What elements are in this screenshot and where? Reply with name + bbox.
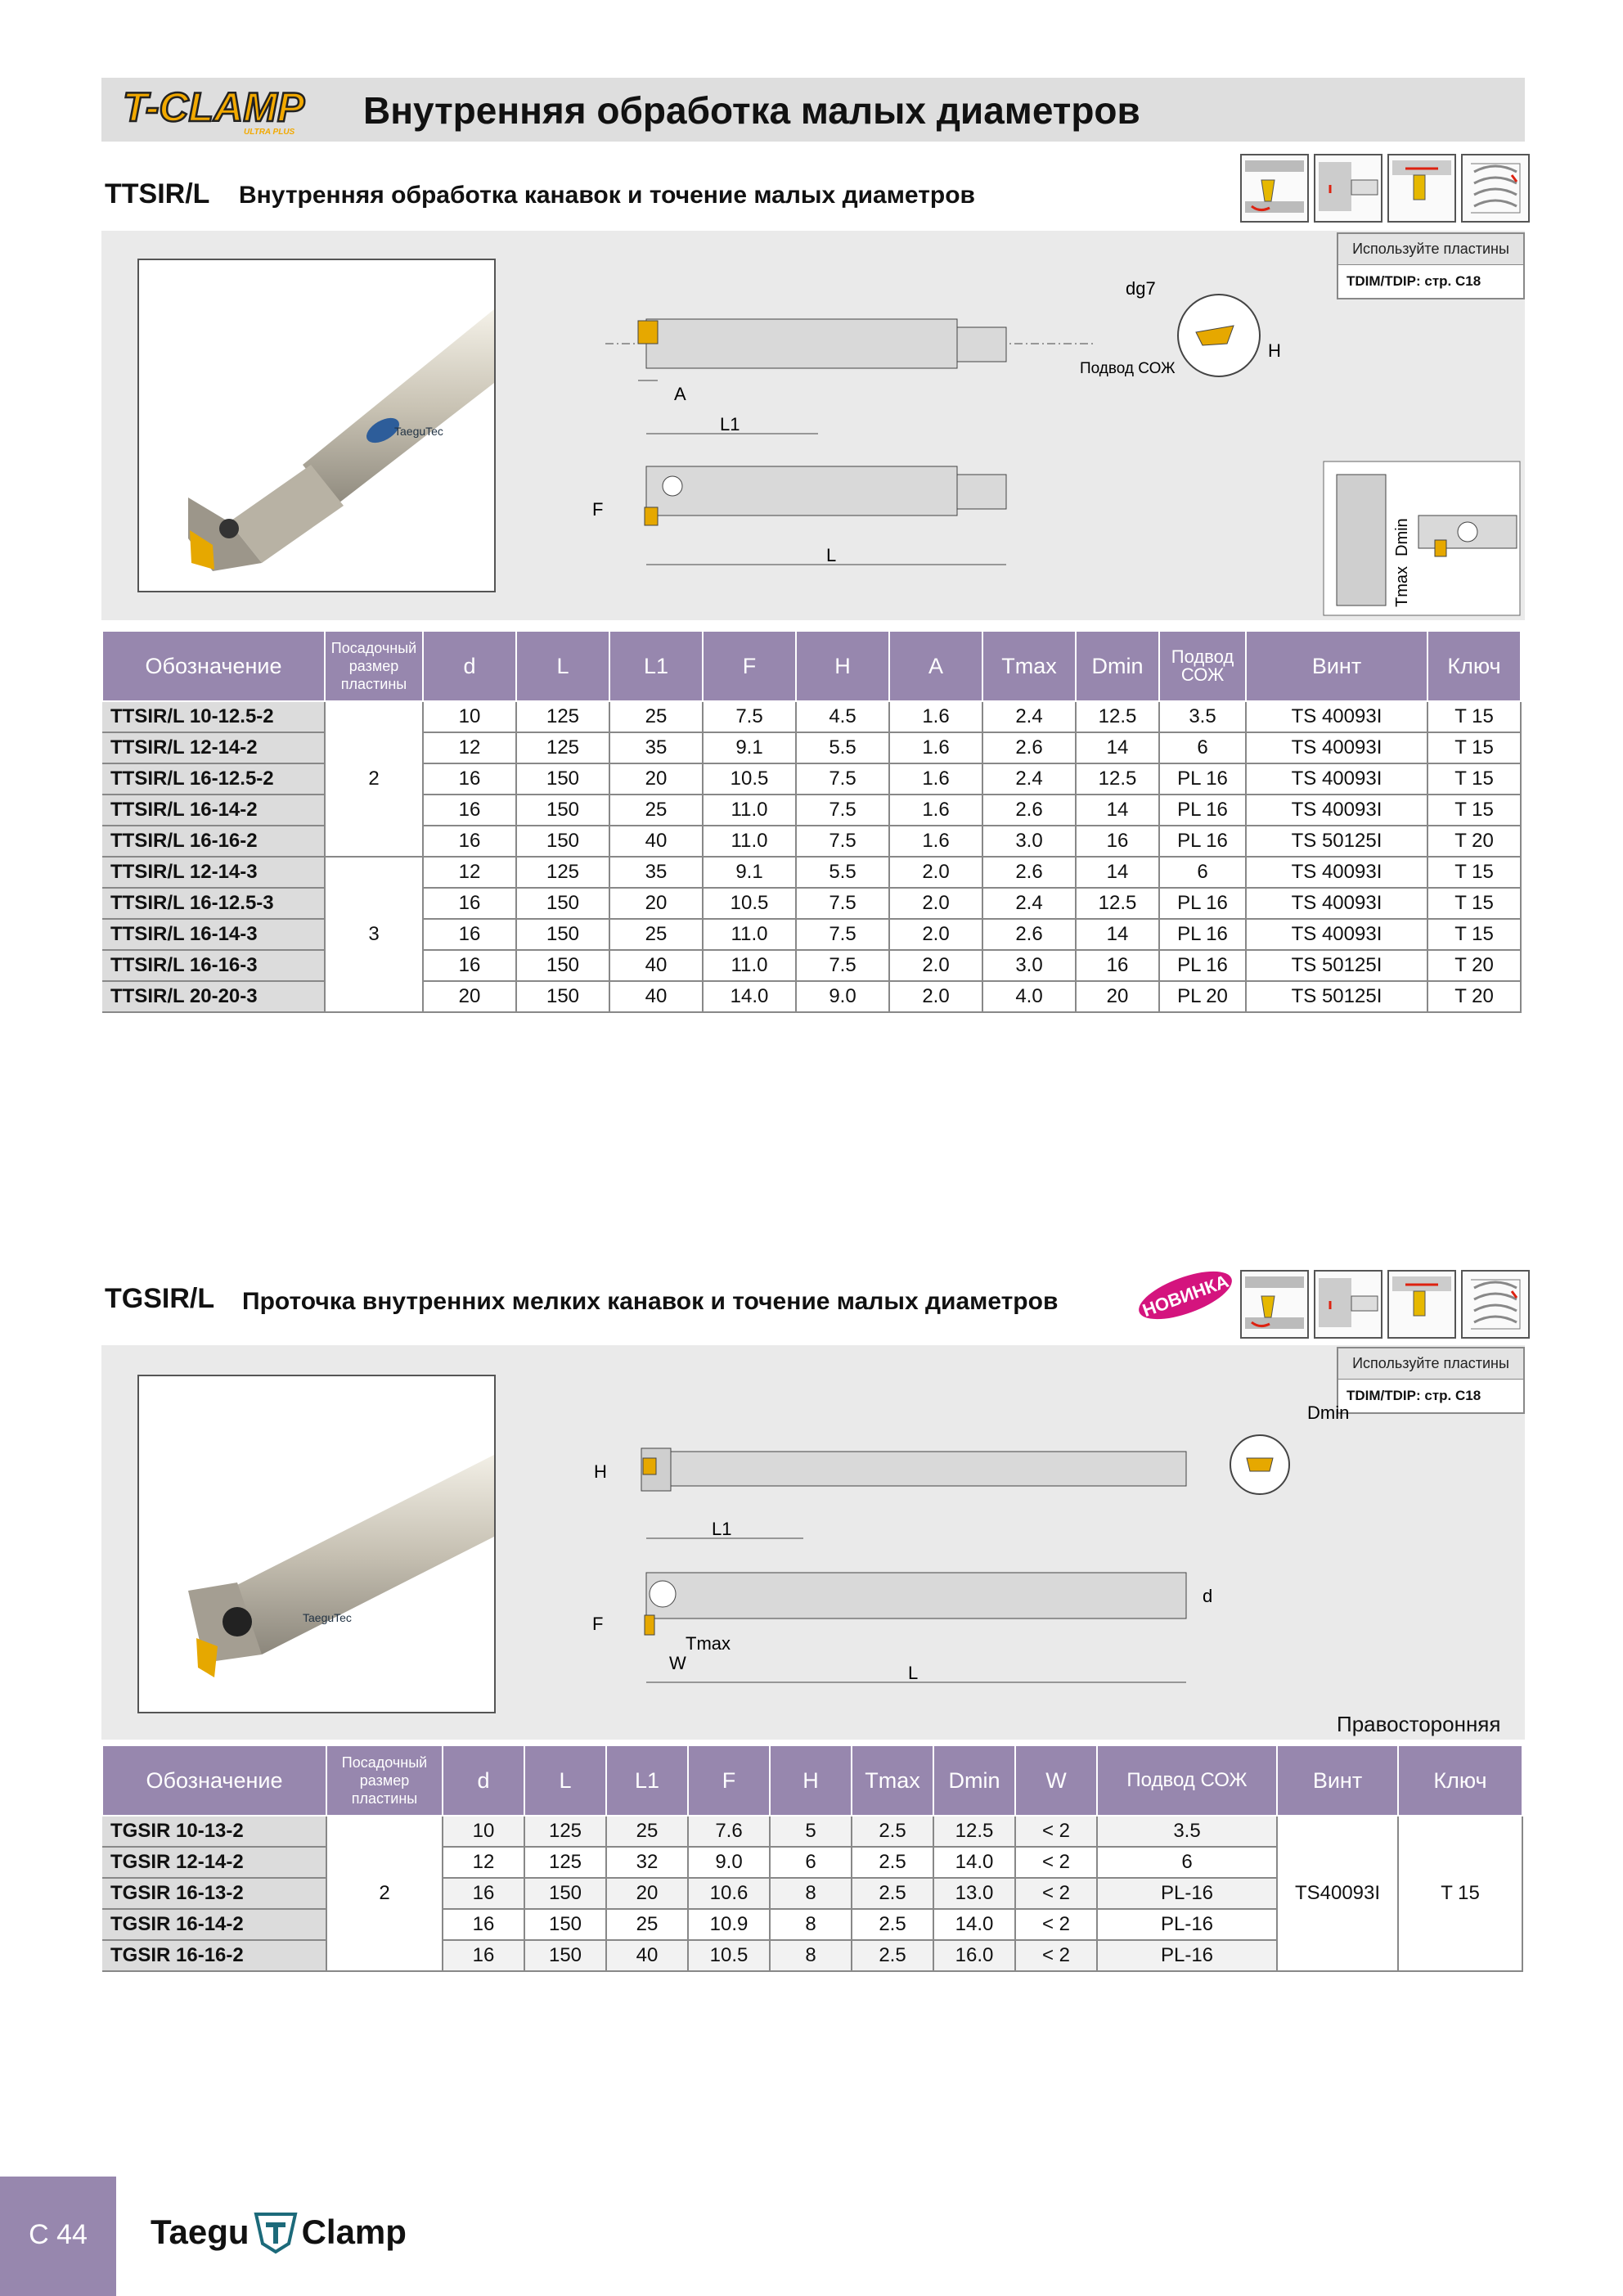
table-cell: 12.5	[933, 1816, 1015, 1847]
t-clamp-logo	[121, 83, 321, 137]
table-cell: PL-16	[1097, 1909, 1277, 1940]
col-header-A: A	[889, 631, 982, 701]
table-cell: 7.5	[796, 919, 889, 950]
table-cell: 9.1	[703, 857, 796, 888]
col-header-L: L	[516, 631, 609, 701]
table-row	[102, 857, 1521, 888]
dim-A: A	[674, 384, 686, 404]
table-cell: 25	[609, 795, 703, 826]
table-cell: 35	[609, 857, 703, 888]
table-cell: 20	[1076, 981, 1159, 1012]
table-row	[102, 795, 1521, 826]
table-cell: TS 40093I	[1246, 732, 1427, 763]
table-cell: 16	[423, 826, 516, 857]
table-cell: 150	[516, 888, 609, 919]
table-cell: 16	[443, 1940, 524, 1971]
seat-size-cell: 3	[325, 857, 423, 1012]
col-header-F: F	[688, 1745, 770, 1816]
section1-operation-icons	[1240, 154, 1530, 223]
dim-F: F	[592, 1614, 604, 1634]
col-header-L1: L1	[609, 631, 703, 701]
table-cell: 6	[1097, 1847, 1277, 1878]
table-cell: PL 16	[1159, 763, 1246, 795]
table-row	[102, 1816, 1522, 1847]
footer-logo-right: Clamp	[301, 2213, 407, 2251]
section2-spec-table	[101, 1745, 1523, 1972]
table-cell: 125	[516, 732, 609, 763]
section1-code: TTSIR/L	[105, 178, 210, 209]
col-header-F: F	[703, 631, 796, 701]
table-cell: 2.4	[982, 763, 1076, 795]
insert-box-header: Используйте пластины	[1338, 1348, 1523, 1380]
table-cell: 32	[606, 1847, 688, 1878]
table-cell: TS 40093I	[1246, 857, 1427, 888]
threading-icon	[1461, 154, 1530, 223]
table-cell: 14	[1076, 732, 1159, 763]
table-cell: 2.0	[889, 888, 982, 919]
table-cell: 16	[423, 795, 516, 826]
table-cell: 40	[606, 1940, 688, 1971]
table-cell: TS 40093I	[1246, 795, 1427, 826]
photo-brand-label: TaeguTec	[303, 1611, 352, 1624]
col-header-H: H	[770, 1745, 852, 1816]
table-cell: 7.5	[796, 950, 889, 981]
table-cell: 16	[423, 919, 516, 950]
table-cell: 14	[1076, 919, 1159, 950]
table-cell: 16	[1076, 950, 1159, 981]
table-cell: 16	[443, 1909, 524, 1940]
table-cell: 16	[443, 1878, 524, 1909]
key-cell: T 15	[1398, 1816, 1522, 1971]
table-cell: 16	[423, 888, 516, 919]
table-cell: TS 50125I	[1246, 826, 1427, 857]
table-cell: < 2	[1015, 1878, 1097, 1909]
table-row	[102, 919, 1521, 950]
table-cell: 16.0	[933, 1940, 1015, 1971]
dim-Tmax: Tmax	[1393, 566, 1411, 607]
table-cell: 10	[443, 1816, 524, 1847]
designation-cell: TGSIR 16-16-2	[102, 1940, 326, 1971]
table-cell: 4.5	[796, 701, 889, 732]
table-cell: TS 40093I	[1246, 763, 1427, 795]
table-cell: 7.5	[796, 795, 889, 826]
table-cell: PL 16	[1159, 950, 1246, 981]
table-cell: 150	[516, 795, 609, 826]
table-cell: PL-16	[1097, 1940, 1277, 1971]
table-cell: 3.5	[1097, 1816, 1277, 1847]
col-header-screw: Винт	[1277, 1745, 1398, 1816]
table-cell: 2.4	[982, 888, 1076, 919]
table-cell: 125	[524, 1847, 606, 1878]
table-cell: 40	[609, 981, 703, 1012]
table-cell: TS 40093I	[1246, 701, 1427, 732]
dim-L: L	[826, 545, 837, 565]
table-cell: PL-16	[1097, 1878, 1277, 1909]
table-cell: 2.6	[982, 795, 1076, 826]
table-cell: 2.5	[852, 1940, 933, 1971]
table-cell: 150	[516, 826, 609, 857]
table-cell: 12	[443, 1847, 524, 1878]
col-header-H: H	[796, 631, 889, 701]
designation-cell: TGSIR 10-13-2	[102, 1816, 326, 1847]
internal-grooving-icon	[1314, 1270, 1382, 1339]
table-cell: T 15	[1427, 857, 1521, 888]
seat-size-cell: 2	[326, 1816, 443, 1971]
internal-turning-icon	[1240, 154, 1309, 223]
table-cell: 150	[516, 763, 609, 795]
table-cell: 2.5	[852, 1909, 933, 1940]
table-cell: 1.6	[889, 795, 982, 826]
designation-cell: TTSIR/L 16-14-2	[102, 795, 325, 826]
table-cell: 13.0	[933, 1878, 1015, 1909]
col-header-seat-size: Посадочный размер пластины	[325, 631, 423, 701]
table-cell: PL 16	[1159, 919, 1246, 950]
designation-cell: TTSIR/L 12-14-2	[102, 732, 325, 763]
col-header-key: Ключ	[1427, 631, 1521, 701]
designation-cell: TGSIR 16-13-2	[102, 1878, 326, 1909]
table-cell: 2.6	[982, 857, 1076, 888]
table-cell: PL 16	[1159, 826, 1246, 857]
table-cell: 11.0	[703, 795, 796, 826]
table-cell: T 15	[1427, 732, 1521, 763]
table-cell: 35	[609, 732, 703, 763]
new-badge	[1132, 1267, 1239, 1324]
table-cell: 14.0	[703, 981, 796, 1012]
table-cell: 6	[1159, 732, 1246, 763]
insert-box-body: TDIM/TDIP: стр. C18	[1347, 273, 1481, 289]
table-cell: 9.0	[796, 981, 889, 1012]
table-cell: 2.5	[852, 1878, 933, 1909]
table-cell: 40	[609, 826, 703, 857]
dim-d: d	[1203, 1586, 1213, 1606]
table-cell: 5	[770, 1816, 852, 1847]
col-header-Tmax: Tmax	[852, 1745, 933, 1816]
table-cell: PL 20	[1159, 981, 1246, 1012]
insert-box-header: Используйте пластины	[1338, 234, 1523, 265]
table-cell: 11.0	[703, 950, 796, 981]
table-cell: 7.5	[796, 826, 889, 857]
col-header-L: L	[524, 1745, 606, 1816]
table-cell: 9.0	[688, 1847, 770, 1878]
table-cell: 7.5	[703, 701, 796, 732]
insert-box-body: TDIM/TDIP: стр. C18	[1347, 1388, 1481, 1403]
section2-description: Проточка внутренних мелких канавок и точение малых диаметров	[242, 1288, 1059, 1315]
col-header-key: Ключ	[1398, 1745, 1522, 1816]
table-cell: 12.5	[1076, 763, 1159, 795]
table-cell: 20	[606, 1878, 688, 1909]
table-cell: 2.6	[982, 732, 1076, 763]
dim-W: W	[669, 1653, 686, 1673]
table-cell: 4.0	[982, 981, 1076, 1012]
table-cell: 20	[609, 888, 703, 919]
table-cell: 20	[423, 981, 516, 1012]
table-cell: T 15	[1427, 795, 1521, 826]
t-shield-icon	[253, 2211, 299, 2253]
table-cell: 10.9	[688, 1909, 770, 1940]
section1-technical-drawing	[573, 270, 1309, 597]
table-cell: 16	[1076, 826, 1159, 857]
table-cell: 5.5	[796, 857, 889, 888]
table-cell: 5.5	[796, 732, 889, 763]
section1-description: Внутренняя обработка канавок и точение малых диаметров	[239, 182, 975, 209]
designation-cell: TTSIR/L 10-12.5-2	[102, 701, 325, 732]
table-cell: 150	[516, 950, 609, 981]
table-cell: 7.5	[796, 888, 889, 919]
section1-insert-box	[1337, 232, 1525, 299]
table-cell: 12.5	[1076, 701, 1159, 732]
table-cell: PL 16	[1159, 795, 1246, 826]
col-header-designation: Обозначение	[102, 1745, 326, 1816]
table-cell: 10.5	[703, 763, 796, 795]
face-grooving-icon	[1387, 1270, 1456, 1339]
new-badge-label: НОВИНКА	[1140, 1270, 1232, 1321]
col-header-designation: Обозначение	[102, 631, 325, 701]
table-cell: 9.1	[703, 732, 796, 763]
section2-tool-photo	[137, 1375, 496, 1713]
table-cell: TS 40093I	[1246, 919, 1427, 950]
table-cell: 25	[609, 919, 703, 950]
photo-brand-label: TaeguTec	[394, 425, 443, 438]
section2-technical-drawing	[573, 1383, 1350, 1694]
logo-text: T-CLAMP	[123, 84, 305, 130]
table-cell: T 15	[1427, 919, 1521, 950]
designation-cell: TTSIR/L 20-20-3	[102, 981, 325, 1012]
col-header-screw: Винт	[1246, 631, 1427, 701]
table-cell: 2.0	[889, 950, 982, 981]
dim-L1: L1	[712, 1519, 732, 1539]
table-cell: T 15	[1427, 763, 1521, 795]
table-cell: T 20	[1427, 981, 1521, 1012]
table-row	[102, 763, 1521, 795]
table-cell: 14	[1076, 857, 1159, 888]
table-cell: 150	[524, 1909, 606, 1940]
table-cell: 14	[1076, 795, 1159, 826]
designation-cell: TTSIR/L 12-14-3	[102, 857, 325, 888]
designation-cell: TTSIR/L 16-16-2	[102, 826, 325, 857]
table-cell: 2.5	[852, 1816, 933, 1847]
table-cell: 2.5	[852, 1847, 933, 1878]
col-header-d: d	[423, 631, 516, 701]
table-cell: 3.0	[982, 950, 1076, 981]
table-cell: TS 40093I	[1246, 888, 1427, 919]
table-row	[102, 950, 1521, 981]
internal-grooving-icon	[1314, 154, 1382, 223]
table-cell: 25	[606, 1909, 688, 1940]
screw-cell: TS40093I	[1277, 1816, 1398, 1971]
table-row	[102, 732, 1521, 763]
dim-Dmin: Dmin	[1393, 518, 1411, 556]
section2-insert-box	[1337, 1347, 1525, 1414]
dim-L1: L1	[720, 414, 740, 434]
table-cell: 2.0	[889, 919, 982, 950]
designation-cell: TTSIR/L 16-14-3	[102, 919, 325, 950]
table-cell: 14.0	[933, 1909, 1015, 1940]
col-header-Tmax: Tmax	[982, 631, 1076, 701]
table-cell: 7.6	[688, 1816, 770, 1847]
table-cell: 12	[423, 732, 516, 763]
col-header-coolant: Подвод СОЖ	[1159, 631, 1246, 701]
dim-L: L	[908, 1663, 919, 1683]
table-cell: T 20	[1427, 826, 1521, 857]
table-cell: 40	[609, 950, 703, 981]
designation-cell: TGSIR 12-14-2	[102, 1847, 326, 1878]
section1-bore-detail	[1320, 458, 1525, 619]
logo-sub: ULTRA PLUS	[244, 128, 295, 137]
col-header-Dmin: Dmin	[933, 1745, 1015, 1816]
table-cell: < 2	[1015, 1816, 1097, 1847]
table-cell: < 2	[1015, 1940, 1097, 1971]
table-cell: T 15	[1427, 701, 1521, 732]
table-cell: T 20	[1427, 950, 1521, 981]
table-cell: 6	[1159, 857, 1246, 888]
dim-H: H	[1268, 340, 1281, 361]
coolant-label: Подвод СОЖ	[1080, 360, 1176, 377]
page-title: Внутренняя обработка малых диаметров	[363, 89, 1140, 132]
table-cell: < 2	[1015, 1847, 1097, 1878]
col-header-W: W	[1015, 1745, 1097, 1816]
table-cell: 8	[770, 1940, 852, 1971]
table-cell: 12.5	[1076, 888, 1159, 919]
table-cell: 1.6	[889, 826, 982, 857]
dim-Dmin: Dmin	[1307, 1402, 1350, 1423]
table-cell: 1.6	[889, 732, 982, 763]
internal-turning-icon	[1240, 1270, 1309, 1339]
section2-operation-icons	[1240, 1270, 1530, 1339]
table-cell: 3.5	[1159, 701, 1246, 732]
col-header-d: d	[443, 1745, 524, 1816]
table-cell: 3.0	[982, 826, 1076, 857]
table-cell: TS 50125I	[1246, 981, 1427, 1012]
threading-icon	[1461, 1270, 1530, 1339]
section1-tool-photo	[137, 259, 496, 592]
table-cell: 20	[609, 763, 703, 795]
table-cell: 7.5	[796, 763, 889, 795]
col-header-L1: L1	[606, 1745, 688, 1816]
table-cell: 25	[606, 1816, 688, 1847]
table-cell: 12	[423, 857, 516, 888]
table-cell: 150	[516, 919, 609, 950]
table-cell: 6	[770, 1847, 852, 1878]
table-cell: 8	[770, 1878, 852, 1909]
table-cell: 125	[524, 1816, 606, 1847]
table-cell: 2.0	[889, 981, 982, 1012]
table-cell: TS 50125I	[1246, 950, 1427, 981]
designation-cell: TTSIR/L 16-16-3	[102, 950, 325, 981]
table-cell: 10.5	[688, 1940, 770, 1971]
table-cell: 125	[516, 857, 609, 888]
table-cell: 10.6	[688, 1878, 770, 1909]
table-row	[102, 701, 1521, 732]
table-cell: 16	[423, 763, 516, 795]
col-header-coolant: Подвод СОЖ	[1097, 1745, 1277, 1816]
table-row	[102, 981, 1521, 1012]
table-cell: 8	[770, 1909, 852, 1940]
table-cell: PL 16	[1159, 888, 1246, 919]
table-cell: 125	[516, 701, 609, 732]
table-row	[102, 826, 1521, 857]
table-cell: 2.6	[982, 919, 1076, 950]
table-cell: 10.5	[703, 888, 796, 919]
dim-dg7: dg7	[1126, 278, 1156, 299]
table-cell: 150	[524, 1878, 606, 1909]
table-cell: 10	[423, 701, 516, 732]
face-grooving-icon	[1387, 154, 1456, 223]
table-cell: 1.6	[889, 763, 982, 795]
dim-F: F	[592, 499, 604, 520]
taegu-clamp-logo	[151, 2209, 407, 2255]
table-cell: 11.0	[703, 826, 796, 857]
table-cell: 25	[609, 701, 703, 732]
table-cell: 2.4	[982, 701, 1076, 732]
section1-spec-table	[101, 630, 1522, 1013]
designation-cell: TGSIR 16-14-2	[102, 1909, 326, 1940]
right-hand-label: Правосторонняя	[1337, 1712, 1501, 1736]
col-header-Dmin: Dmin	[1076, 631, 1159, 701]
dim-H: H	[594, 1461, 607, 1482]
designation-cell: TTSIR/L 16-12.5-2	[102, 763, 325, 795]
dim-Tmax: Tmax	[686, 1633, 731, 1654]
table-cell: < 2	[1015, 1909, 1097, 1940]
table-cell: 14.0	[933, 1847, 1015, 1878]
col-header-seat-size: Посадочный размер пластины	[326, 1745, 443, 1816]
section2-code: TGSIR/L	[105, 1283, 215, 1314]
table-cell: 150	[516, 981, 609, 1012]
table-cell: 11.0	[703, 919, 796, 950]
page-number: C 44	[29, 2219, 88, 2250]
table-cell: 16	[423, 950, 516, 981]
table-cell: T 15	[1427, 888, 1521, 919]
designation-cell: TTSIR/L 16-12.5-3	[102, 888, 325, 919]
footer-logo-left: Taegu	[151, 2213, 250, 2251]
table-cell: 150	[524, 1940, 606, 1971]
seat-size-cell: 2	[325, 701, 423, 857]
table-cell: 1.6	[889, 701, 982, 732]
table-cell: 2.0	[889, 857, 982, 888]
table-row	[102, 888, 1521, 919]
